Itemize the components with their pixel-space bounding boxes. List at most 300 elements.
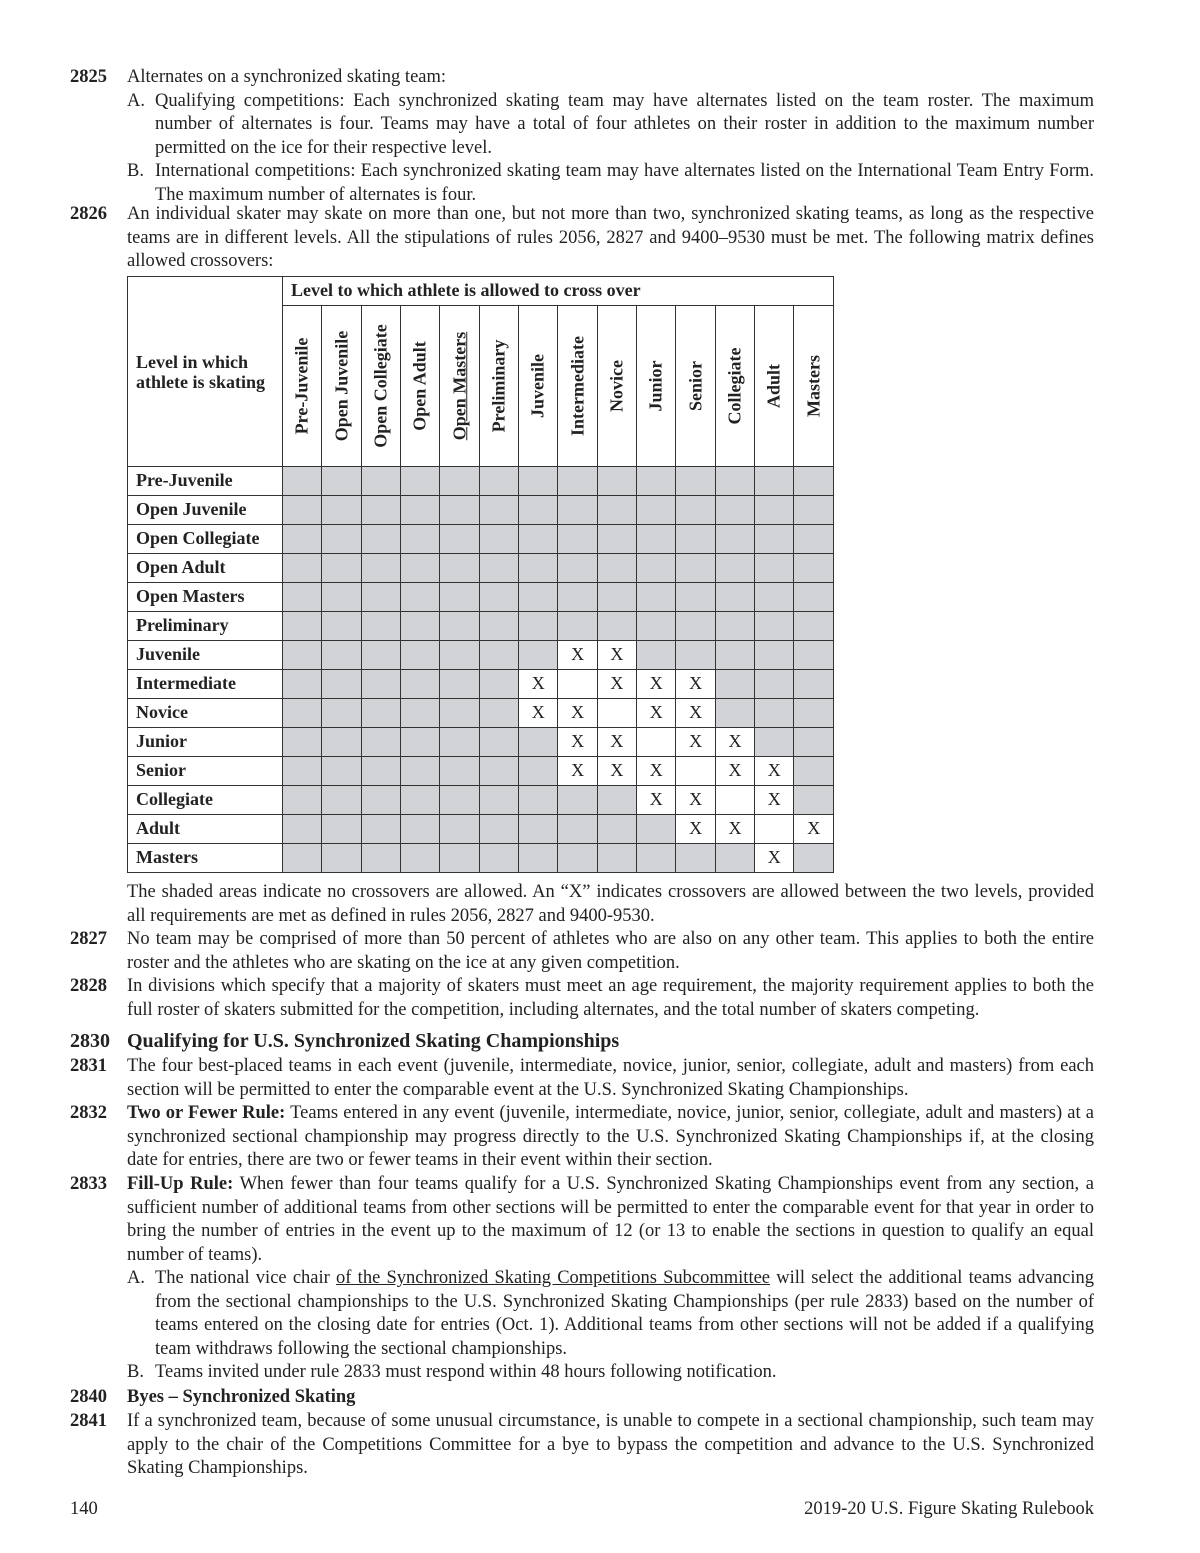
matrix-cell-empty (597, 699, 636, 728)
matrix-cell-shaded (479, 525, 518, 554)
matrix-cell-shaded (755, 612, 794, 641)
matrix-cell-shaded (401, 496, 440, 525)
matrix-column-header (479, 306, 518, 467)
matrix-cell-shaded (283, 496, 322, 525)
matrix-row (128, 554, 834, 583)
rule-2833-a (127, 1267, 1094, 1361)
matrix-cell-shaded (558, 467, 597, 496)
matrix-row-header: Open Juvenile (128, 496, 283, 525)
column-label: Pre-Juvenile (291, 337, 312, 435)
matrix-column-header (322, 306, 361, 467)
rule-text (127, 1102, 1094, 1173)
matrix-cell-allowed: X (676, 786, 715, 815)
matrix-cell-allowed: X (519, 699, 558, 728)
matrix-cell-shaded (794, 728, 834, 757)
matrix-cell-shaded (794, 496, 834, 525)
matrix-cell-shaded (519, 786, 558, 815)
matrix-cell-allowed: X (676, 670, 715, 699)
matrix-cell-allowed: X (637, 699, 676, 728)
section-title: Byes – Synchronized Skating (127, 1387, 356, 1407)
matrix-cell-shaded (479, 699, 518, 728)
matrix-cell-allowed: X (715, 728, 754, 757)
rule-text: Alternates on a synchronized skating team: (127, 67, 447, 87)
rule-2828 (70, 975, 1094, 1022)
matrix-cell-shaded (322, 815, 361, 844)
matrix-cell-shaded (440, 699, 479, 728)
matrix-column-header (401, 306, 440, 467)
matrix-cell-shaded (322, 728, 361, 757)
matrix-cell-shaded (361, 757, 400, 786)
matrix-cell-shaded (558, 525, 597, 554)
matrix-cell-shaded (322, 467, 361, 496)
matrix-cell-shaded (597, 583, 636, 612)
matrix-cell-shaded (715, 699, 754, 728)
matrix-cell-shaded (361, 583, 400, 612)
matrix-cell-shaded (637, 815, 676, 844)
matrix-cell-shaded (794, 612, 834, 641)
rule-2841 (70, 1410, 1094, 1481)
matrix-cell-shaded (755, 699, 794, 728)
matrix-cell-empty (715, 786, 754, 815)
matrix-cell-shaded (401, 554, 440, 583)
matrix-cell-shaded (440, 757, 479, 786)
matrix-row (128, 728, 834, 757)
matrix-cell-allowed: X (676, 728, 715, 757)
matrix-cell-shaded (637, 844, 676, 873)
matrix-cell-shaded (519, 467, 558, 496)
matrix-cell-shaded (479, 496, 518, 525)
section-heading-2840 (70, 1386, 1094, 1410)
rule-text: The four best-placed teams in each event (juvenile, intermediate, novice, junior, senior, collegiate, adult and masters) from each section will be permitted to enter the comparable event at the U.S. Synchronized Skating Championships. (127, 1056, 1094, 1100)
matrix-cell-shaded (440, 786, 479, 815)
matrix-cell-shaded (479, 757, 518, 786)
matrix-cell-shaded (715, 496, 754, 525)
matrix-cell-shaded (519, 844, 558, 873)
matrix-cell-allowed: X (558, 728, 597, 757)
rule-2825-a (127, 90, 1094, 161)
matrix-cell-allowed: X (715, 757, 754, 786)
matrix-cell-shaded (519, 554, 558, 583)
matrix-cell-shaded (755, 641, 794, 670)
matrix-cell-shaded (401, 699, 440, 728)
matrix-cell-shaded (361, 525, 400, 554)
matrix-cell-shaded (794, 670, 834, 699)
matrix-cell-shaded (676, 496, 715, 525)
matrix-cell-shaded (676, 583, 715, 612)
matrix-cell-allowed: X (637, 670, 676, 699)
matrix-cell-shaded (519, 496, 558, 525)
column-label: Juvenile (527, 353, 548, 419)
matrix-cell-shaded (322, 641, 361, 670)
matrix-cell-shaded (479, 815, 518, 844)
rule-2833-b (127, 1361, 1094, 1385)
column-label: Intermediate (566, 336, 587, 436)
footer-title: 2019-20 U.S. Figure Skating Rulebook (804, 1499, 1094, 1519)
sub-text-post: will select the additional teams advancing from the sectional championships to the U.S. Synchronized Skating Championships (per rule 2833) based on the number of teams entered on the closing date for entries (Oct. 1). Additional teams from other sections will not be added if a qualifying team withdraws following the sectional championships. (155, 1268, 1095, 1359)
matrix-cell-shaded (519, 525, 558, 554)
rule-number: 2832 (70, 1103, 107, 1123)
rule-number: 2831 (70, 1056, 107, 1076)
matrix-row (128, 815, 834, 844)
matrix-cell-shaded (755, 467, 794, 496)
matrix-cell-shaded (401, 525, 440, 554)
matrix-cell-allowed: X (676, 699, 715, 728)
matrix-row-header: Open Adult (128, 554, 283, 583)
rule-2825-b (127, 160, 1094, 207)
matrix-cell-shaded (755, 728, 794, 757)
matrix-cell-shaded (519, 612, 558, 641)
matrix-cell-shaded (794, 525, 834, 554)
column-label: Open Juvenile (330, 330, 351, 442)
column-label: Novice (606, 360, 627, 412)
matrix-cell-shaded (401, 467, 440, 496)
matrix-row (128, 583, 834, 612)
rule-body: When fewer than four teams qualify for a U.S. Synchronized Skating Championships event from any section, a sufficient number of additional teams from other sections will be permitted to enter the comparable event for that year in order to bring the number of entries in the event up to the maximum of 12 (or 13 to enable the sections in question to qualify an equal number of teams). (127, 1174, 1094, 1265)
matrix-row (128, 467, 834, 496)
matrix-cell-shaded (322, 496, 361, 525)
rule-number: 2833 (70, 1174, 107, 1194)
matrix-cell-shaded (755, 554, 794, 583)
matrix-cell-shaded (401, 757, 440, 786)
rule-number: 2841 (70, 1411, 107, 1431)
matrix-cell-shaded (558, 844, 597, 873)
matrix-cell-shaded (361, 699, 400, 728)
matrix-cell-shaded (676, 467, 715, 496)
matrix-column-header (715, 306, 754, 467)
matrix-cell-shaded (283, 728, 322, 757)
matrix-column-header (794, 306, 834, 467)
sub-letter: B. (127, 161, 144, 181)
matrix-column-header (676, 306, 715, 467)
matrix-cell-empty (558, 670, 597, 699)
matrix-cell-shaded (440, 728, 479, 757)
rule-2833 (70, 1173, 1095, 1385)
matrix-cell-shaded (794, 757, 834, 786)
matrix-cell-allowed: X (558, 641, 597, 670)
matrix-cell-shaded (794, 467, 834, 496)
matrix-cell-allowed: X (676, 815, 715, 844)
matrix-cell-shaded (676, 554, 715, 583)
rule-text: If a synchronized team, because of some unusual circumstance, is unable to compete in a sectional championship, such team may apply to the chair of the Competitions Committee for a bye to bypass the competition and advance to the U.S. Synchronized Skating Championships. (127, 1411, 1094, 1478)
rule-number: 2830 (70, 1030, 110, 1052)
rule-body: Teams entered in any event (juvenile, intermediate, novice, junior, senior, collegiate, adult and masters) at a synchronized sectional championship may progress directly to the U.S. Synchronized Skating Championships if, at the closing date for entries, there are two or fewer teams in their event within their section. (127, 1103, 1094, 1170)
matrix-cell-allowed: X (755, 844, 794, 873)
rule-2831 (70, 1055, 1094, 1102)
matrix-cell-shaded (283, 699, 322, 728)
matrix-cell-shaded (361, 815, 400, 844)
matrix-cell-shaded (519, 728, 558, 757)
matrix-cell-allowed: X (637, 786, 676, 815)
rule-text: In divisions which specify that a majority of skaters must meet an age requirement, the majority requirement applies to both the full roster of skaters submitted for the competition, including alternates, and the total number of skaters competing. (127, 976, 1094, 1020)
matrix-cell-shaded (676, 525, 715, 554)
matrix-cell-shaded (283, 583, 322, 612)
matrix-row-header: Junior (128, 728, 283, 757)
rule-title: Two or Fewer Rule: (127, 1103, 286, 1123)
matrix-cell-shaded (479, 728, 518, 757)
matrix-cell-allowed: X (715, 815, 754, 844)
matrix-cell-shaded (558, 786, 597, 815)
matrix-cell-allowed: X (597, 670, 636, 699)
matrix-cell-shaded (479, 467, 518, 496)
column-label: Junior (645, 360, 666, 412)
matrix-cell-shaded (283, 844, 322, 873)
matrix-cell-shaded (322, 612, 361, 641)
matrix-cell-shaded (794, 583, 834, 612)
column-label: Senior (684, 360, 705, 412)
section-heading-2830 (70, 1030, 1094, 1054)
matrix-cell-shaded (440, 670, 479, 699)
column-label: Masters (802, 355, 823, 417)
matrix-cell-shaded (361, 612, 400, 641)
matrix-cell-shaded (597, 525, 636, 554)
matrix-cell-allowed: X (558, 757, 597, 786)
matrix-cell-shaded (794, 844, 834, 873)
matrix-cell-shaded (715, 525, 754, 554)
rule-2827 (70, 928, 1094, 975)
matrix-cell-shaded (361, 496, 400, 525)
matrix-cell-shaded (519, 815, 558, 844)
column-label: Preliminary (488, 339, 509, 433)
matrix-cell-allowed: X (637, 757, 676, 786)
page-number: 140 (70, 1499, 98, 1519)
matrix-cell-shaded (597, 612, 636, 641)
matrix-row-header: Preliminary (128, 612, 283, 641)
matrix-cell-shaded (755, 583, 794, 612)
rule-2826 (70, 203, 1094, 274)
matrix-cell-shaded (558, 612, 597, 641)
matrix-cell-shaded (637, 583, 676, 612)
matrix-cell-empty (637, 728, 676, 757)
matrix-row (128, 670, 834, 699)
matrix-cell-shaded (715, 670, 754, 699)
matrix-cell-shaded (794, 641, 834, 670)
rule-number: 2840 (70, 1387, 107, 1407)
matrix-cell-allowed: X (558, 699, 597, 728)
matrix-cell-shaded (440, 612, 479, 641)
matrix-column-header (597, 306, 636, 467)
matrix-cell-shaded (479, 554, 518, 583)
column-label: Open Masters (448, 331, 469, 441)
matrix-cell-shaded (283, 467, 322, 496)
matrix-cell-shaded (519, 641, 558, 670)
rule-number: 2826 (70, 204, 107, 224)
matrix-column-header (755, 306, 794, 467)
matrix-cell-shaded (361, 786, 400, 815)
crossover-matrix (127, 276, 834, 873)
section-title: Qualifying for U.S. Synchronized Skating Championships (127, 1030, 620, 1052)
column-label: Open Collegiate (370, 324, 391, 448)
matrix-cell-shaded (361, 641, 400, 670)
sub-text: International competitions: Each synchronized skating team may have alternates listed on the International Team Entry Form. The maximum number of alternates is four. (155, 161, 1094, 205)
sub-letter: B. (127, 1362, 144, 1382)
matrix-cell-shaded (519, 757, 558, 786)
matrix-cell-shaded (401, 583, 440, 612)
matrix-cell-shaded (597, 467, 636, 496)
matrix-cell-shaded (715, 467, 754, 496)
matrix-cell-shaded (637, 525, 676, 554)
matrix-cell-shaded (361, 728, 400, 757)
matrix-cell-shaded (401, 641, 440, 670)
matrix-cell-shaded (755, 496, 794, 525)
matrix-cell-shaded (322, 786, 361, 815)
matrix-cell-shaded (558, 583, 597, 612)
matrix-row (128, 641, 834, 670)
matrix-cell-shaded (440, 496, 479, 525)
matrix-row-header: Adult (128, 815, 283, 844)
matrix-row-header: Masters (128, 844, 283, 873)
matrix-cell-shaded (597, 496, 636, 525)
matrix-corner-label: Level in which athlete is skating (128, 277, 283, 467)
matrix-cell-shaded (715, 641, 754, 670)
matrix-cell-shaded (283, 525, 322, 554)
matrix-cell-shaded (597, 554, 636, 583)
matrix-cell-allowed: X (519, 670, 558, 699)
matrix-row-header: Open Collegiate (128, 525, 283, 554)
matrix-row (128, 757, 834, 786)
matrix-cell-shaded (361, 554, 400, 583)
rule-number: 2825 (70, 67, 107, 87)
matrix-cell-shaded (558, 554, 597, 583)
matrix-row-header: Senior (128, 757, 283, 786)
matrix-cell-shaded (794, 699, 834, 728)
matrix-cell-shaded (794, 786, 834, 815)
matrix-cell-shaded (440, 641, 479, 670)
rule-title: Fill-Up Rule: (127, 1174, 234, 1194)
matrix-cell-shaded (715, 612, 754, 641)
matrix-cell-shaded (637, 467, 676, 496)
rule-text (127, 1173, 1094, 1267)
matrix-cell-shaded (558, 496, 597, 525)
matrix-cell-shaded (401, 844, 440, 873)
matrix-cell-shaded (401, 815, 440, 844)
matrix-row (128, 699, 834, 728)
matrix-cell-shaded (597, 815, 636, 844)
matrix-cell-shaded (440, 583, 479, 612)
matrix-cell-empty (755, 815, 794, 844)
matrix-cell-shaded (440, 554, 479, 583)
matrix-cell-shaded (479, 844, 518, 873)
matrix-cell-shaded (440, 815, 479, 844)
rule-2825 (70, 66, 1094, 207)
matrix-cell-shaded (676, 844, 715, 873)
column-label: Collegiate (724, 347, 745, 425)
matrix-cell-shaded (637, 554, 676, 583)
matrix-cell-shaded (401, 786, 440, 815)
column-label: Adult (763, 363, 784, 409)
matrix-cell-shaded (676, 641, 715, 670)
matrix-cell-shaded (440, 844, 479, 873)
matrix-cell-shaded (283, 757, 322, 786)
matrix-cell-allowed: X (794, 815, 834, 844)
matrix-row (128, 525, 834, 554)
matrix-cell-shaded (755, 525, 794, 554)
matrix-cell-shaded (322, 699, 361, 728)
matrix-cell-shaded (283, 612, 322, 641)
matrix-cell-shaded (322, 670, 361, 699)
matrix-cell-shaded (715, 554, 754, 583)
matrix-cell-shaded (755, 670, 794, 699)
matrix-cell-shaded (597, 786, 636, 815)
matrix-row-header: Intermediate (128, 670, 283, 699)
rule-number: 2827 (70, 929, 107, 949)
matrix-cell-allowed: X (755, 757, 794, 786)
matrix-cell-shaded (479, 786, 518, 815)
matrix-cell-shaded (322, 757, 361, 786)
matrix-cell-shaded (519, 583, 558, 612)
matrix-cell-shaded (322, 554, 361, 583)
matrix-column-header (637, 306, 676, 467)
matrix-cell-shaded (479, 583, 518, 612)
matrix-cell-shaded (440, 467, 479, 496)
matrix-cell-shaded (322, 844, 361, 873)
matrix-cell-shaded (322, 583, 361, 612)
matrix-cell-shaded (637, 641, 676, 670)
matrix-cell-shaded (479, 670, 518, 699)
matrix-cell-shaded (401, 728, 440, 757)
matrix-cell-shaded (558, 815, 597, 844)
rule-text: No team may be comprised of more than 50 percent of athletes who are also on any other team. This applies to both the entire roster and the athletes who are skating on the ice at any given competition. (127, 929, 1094, 973)
rule-2832 (70, 1102, 1094, 1173)
matrix-column-header (558, 306, 597, 467)
matrix-cell-shaded (479, 641, 518, 670)
matrix-cell-shaded (283, 815, 322, 844)
matrix-column-header (440, 306, 479, 467)
matrix-cell-shaded (637, 496, 676, 525)
matrix-row (128, 612, 834, 641)
matrix-cell-shaded (322, 525, 361, 554)
matrix-cell-shaded (283, 641, 322, 670)
matrix-row-header: Pre-Juvenile (128, 467, 283, 496)
matrix-cell-shaded (637, 612, 676, 641)
matrix-top-label: Level to which athlete is allowed to cross over (283, 277, 834, 306)
matrix-cell-shaded (715, 844, 754, 873)
sub-text-underlined: of the Synchronized Skating Competitions Subcommittee (336, 1268, 771, 1288)
matrix-cell-shaded (361, 670, 400, 699)
matrix-cell-allowed: X (597, 757, 636, 786)
matrix-cell-shaded (401, 612, 440, 641)
matrix-row-header: Collegiate (128, 786, 283, 815)
matrix-row-header: Novice (128, 699, 283, 728)
matrix-cell-shaded (597, 844, 636, 873)
rule-number: 2828 (70, 976, 107, 996)
sub-text-pre: The national vice chair (155, 1268, 337, 1288)
matrix-cell-shaded (283, 670, 322, 699)
matrix-cell-shaded (715, 583, 754, 612)
matrix-cell-empty (676, 757, 715, 786)
matrix-cell-shaded (440, 525, 479, 554)
sub-text: Teams invited under rule 2833 must respond within 48 hours following notification. (155, 1362, 777, 1382)
matrix-cell-allowed: X (597, 641, 636, 670)
matrix-row (128, 786, 834, 815)
matrix-row-header: Juvenile (128, 641, 283, 670)
matrix-cell-shaded (794, 554, 834, 583)
matrix-cell-shaded (283, 786, 322, 815)
matrix-note: The shaded areas indicate no crossovers are allowed. An “X” indicates crossovers are allowed between the two levels, provided all requirements are met as defined in rules 2056, 2827 and 9400-9530. (127, 882, 1094, 926)
matrix-cell-shaded (479, 612, 518, 641)
matrix-cell-shaded (361, 467, 400, 496)
matrix-cell-allowed: X (597, 728, 636, 757)
matrix-column-header (361, 306, 400, 467)
matrix-column-header (519, 306, 558, 467)
matrix-cell-allowed: X (755, 786, 794, 815)
matrix-cell-shaded (401, 670, 440, 699)
rule-text: An individual skater may skate on more than one, but not more than two, synchronized skating teams, as long as the respective teams are in different levels. All the stipulations of rules 2056, 2827 and 9400–9530 must be met. The following matrix defines allowed crossovers: (127, 204, 1094, 271)
sub-text: Qualifying competitions: Each synchronized skating team may have alternates listed on the team roster. The maximum number of alternates is four. Teams may have a total of four athletes on their roster in addition to the maximum number permitted on the ice for their respective level. (155, 90, 1094, 158)
sub-letter: A. (127, 1268, 145, 1288)
matrix-row (128, 496, 834, 525)
sub-letter: A. (127, 90, 145, 111)
matrix-column-header (283, 306, 322, 467)
